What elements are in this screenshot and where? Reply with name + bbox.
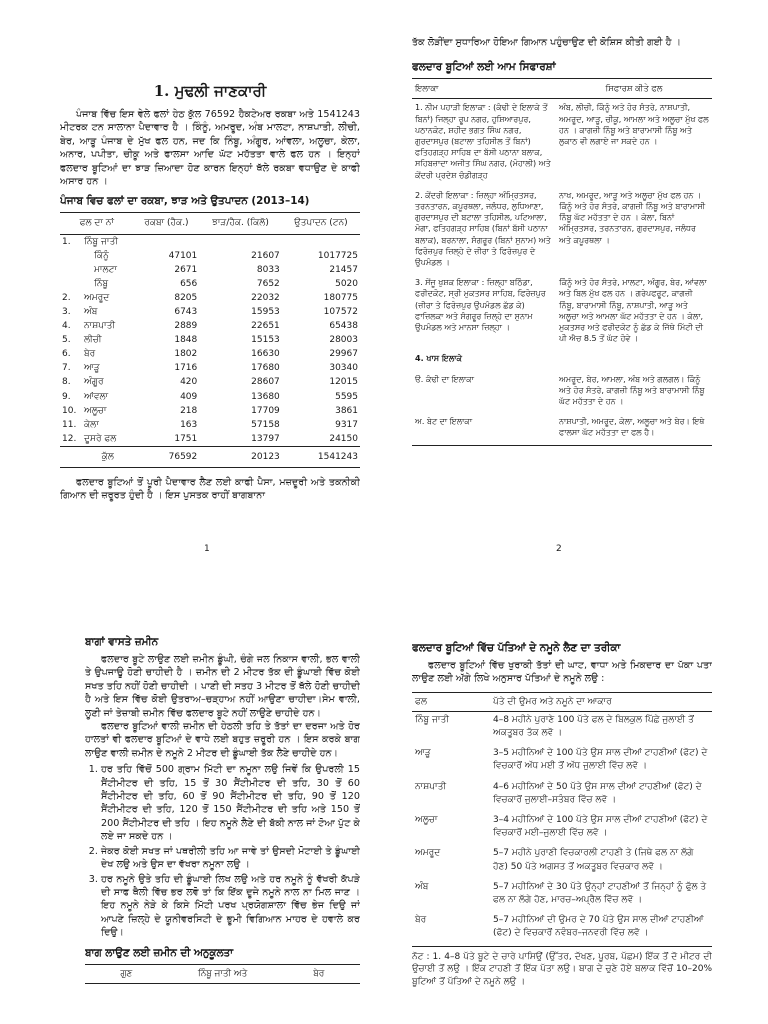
row-serial <box>60 263 82 277</box>
total-production: 1541243 <box>282 446 360 467</box>
col-header-yield: ਝਾੜ/ਹੈਕ. (ਕਿਲੋ) <box>199 213 282 234</box>
fruit-name-cell: ਅੰਬ <box>84 307 98 317</box>
region-cell: ਅ. ਬੇਟ ਦਾ ਇਲਾਕਾ <box>412 413 556 445</box>
region-cell: 4. ਖਾਸ ਇਲਾਕੇ <box>415 354 462 364</box>
yield-cell: 13680 <box>251 391 280 402</box>
page-1 <box>60 70 360 560</box>
table-header-row <box>412 692 712 711</box>
col-header-leaf-age: ਪੱਤੇ ਦੀ ਉਮਰ ਅਤੇ ਨਮੂਨੇ ਦਾ ਆਕਾਰ <box>490 692 712 711</box>
recommended-fruits-cell: ਅਮਰੂਦ, ਬੇਰ, ਆਮਲਾ, ਅੰਬ ਅਤੇ ਗਲਗਲ। ਕਿੰਨੂੰ ਅਤੇ ਹੋਰ ਸੰਤਰੇ, ਕਾਗਜ਼ੀ ਨਿੰਬੂ ਅਤੇ ਬਾਰਾਮਾਸੀ ਨਿੰਬੂ ਘੱਟ ਮਹੱਤਤਾ ਦੇ ਹਨ । <box>559 374 705 407</box>
row-serial: 9. <box>62 391 71 402</box>
row-serial <box>60 249 82 263</box>
col-header-region: ਇਲਾਕਾ <box>412 79 556 99</box>
table-body <box>60 234 360 468</box>
production-cell: 5020 <box>335 278 358 289</box>
recommended-fruits-cell: ਨਾਸ਼ਪਾਤੀ, ਅਮਰੂਦ, ਕੇਲਾ, ਅਲੂਚਾ ਅਤੇ ਬੇਰ। ਇਥੇ ਫਾਲਸਾ ਘੱਟ ਮਹੱਤਤਾ ਦਾ ਫਲ ਹੈ। <box>556 413 712 445</box>
area-cell: 1802 <box>174 349 198 360</box>
fruit-name-cell: ਨਿੰਬੂ <box>94 278 109 289</box>
row-serial: 4. <box>62 321 71 332</box>
fruit-name-cell: ਨਾਸ਼ਪਾਤੀ <box>84 321 116 332</box>
page-2 <box>412 36 712 560</box>
land-paragraph-2: ਫਲਦਾਰ ਬੂਟਿਆਂ ਵਾਲੀ ਜ਼ਮੀਨ ਦੀ ਹੇਠਲੀ ਤਹਿ ਤੇ ਤੱਤਾਂ ਦਾ ਦਰਜਾ ਅਤੇ ਹੋਰ ਹਾਲਤਾਂ ਵੀ ਫਲਦਾਰ ਬੂਟਿਆਂ ਦੇ ਵਾਧੇ ਲਈ ਬਹੁਤ ਜ਼ਰੂਰੀ ਹਨ । ਇਸ ਕਰਕੇ ਬਾਗ ਲਾਉਣ ਵਾਲੀ ਜ਼ਮੀਨ ਦੇ ਨਮੂਨੇ 2 ਮੀਟਰ ਦੀ ਡੂੰਘਾਈ ਤੱਕ ਲੈਣੇ ਚਾਹੀਦੇ ਹਨ। <box>85 721 360 759</box>
table-row <box>412 350 712 370</box>
area-cell: 6743 <box>174 307 198 317</box>
table-row <box>60 263 360 277</box>
table-row <box>60 291 360 305</box>
yield-cell: 17709 <box>251 405 280 416</box>
intro-paragraph: ਪੰਜਾਬ ਵਿੱਚ ਇਸ ਵੇਲੇ ਫਲਾਂ ਹੇਠ ਕੁੱਲ 76592 ਹੈਕਟੇਅਰ ਰਕਬਾ ਅਤੇ 1541243 ਮੀਟਰਕ ਟਨ ਸਾਲਾਨਾ ਪੈਦਾਵਾਰ ਹੈ । ਕਿੰਨੂੰ, ਅਮਰੂਦ, ਅੰਬ ਮਾਲਟਾ, ਨਾਸ਼ਪਾਤੀ, ਲੀਚੀ, ਬੇਰ, ਆੜੂ ਪੰਜਾਬ ਦੇ ਮੁੱਖ ਫਲ ਹਨ, ਜਦ ਕਿ ਨਿੰਬੂ, ਅੰਗੂਰ, ਆਂਵਲਾ, ਅਲੂਚਾ, ਕੇਲਾ, ਅਨਾਰ, ਪਪੀਤਾ, ਚੀਕੂ ਅਤੇ ਫਾਲਸਾ ਆਦਿ ਘੱਟ ਮਹੱਤਤਾ ਵਾਲੇ ਫਲ ਹਨ । ਇਨ੍ਹਾਂ ਫਲਦਾਰ ਬੂਟਿਆਂ ਦਾ ਝਾੜ ਜ਼ਿਆਦਾ ਹੋਣ ਕਾਰਨ ਇਨ੍ਹਾਂ ਥੱਲੇ ਰਕਬਾ ਵਧਾਉਣ ਦੇ ਕਾਫੀ ਅਸਾਰ ਹਨ । <box>60 109 360 188</box>
subsection-heading: ਬਾਗ ਲਾਉਣ ਲਈ ਜ਼ਮੀਨ ਦੀ ਅਨੁਕੂਲਤਾ <box>85 946 234 959</box>
recommendations-table <box>412 78 712 445</box>
row-serial: 12. <box>62 433 77 444</box>
fruit-cell: ਅੰਬ <box>415 881 429 892</box>
row-serial: 1. <box>62 236 71 247</box>
continuation-paragraph: ਤੱਕ ਲੋੜੀਂਦਾ ਸੁਧਾਰਿਆ ਹੋਇਆ ਗਿਆਨ ਪਹੁੰਚਾਉਣ ਦੀ ਕੋਸ਼ਿਸ ਕੀਤੀ ਗਈ ਹੈ । <box>412 37 681 48</box>
sampling-description-cell: 5–7 ਮਹੀਨਿਆਂ ਦੀ ਉਮਰ ਦੇ 70 ਪੱਤੇ ਉਸ ਸਾਲ ਦੀਆਂ ਟਾਹਣੀਆਂ (ਫੋਟ) ਦੇ ਵਿਚਕਾਰੋਂ ਨਵੰਬਰ–ਜਨਵਰੀ ਵਿੱਚ ਲਵੋ । <box>490 912 712 946</box>
page-number: 2 <box>556 544 562 554</box>
fruit-name-cell: ਕਿੰਨੂੰ <box>94 250 109 261</box>
table-row <box>412 779 712 812</box>
page-3 <box>85 630 360 1024</box>
col-header-production: ਉਤਪਾਦਨ (ਟਨ) <box>282 213 360 234</box>
fruit-name-cell: ਅਮਰੂਦ <box>84 292 110 303</box>
sampling-description-cell: 5–7 ਮਹੀਨਿਆਂ ਦੇ 30 ਪੱਤੇ ਉਨ੍ਹਾਂ ਟਾਹਣੀਆਂ ਤੋਂ ਜਿਨ੍ਹਾਂ ਨੂੰ ਫੁੱਲ ਤੇ ਫਲ ਨਾ ਲੱਗੇ ਹੋਣ, ਮਾਰਚ–ਅਪ੍ਰੈਲ ਵਿੱਚ ਲਵੋ । <box>493 881 707 906</box>
sampling-description-cell: 3–4 ਮਹੀਨਿਆਂ ਦੇ 100 ਪੱਤੇ ਉਸ ਸਾਲ ਦੀਆਂ ਟਾਹਣੀਆਂ (ਫੋਟ) ਦੇ ਵਿਚਕਾਰੋਂ ਮਈ–ਜੁਲਾਈ ਵਿੱਚ ਲਵੋ । <box>493 815 708 839</box>
production-cell: 3861 <box>335 405 358 416</box>
sampling-steps-list <box>85 763 360 939</box>
yield-cell: 22032 <box>251 292 280 303</box>
fruit-cell: ਅਮਰੂਦ <box>415 848 441 859</box>
row-serial: 2. <box>62 292 71 303</box>
row-serial: 3. <box>62 307 71 317</box>
row-serial <box>60 277 82 291</box>
row-serial: 11. <box>62 419 77 430</box>
recommended-fruits-cell <box>556 350 712 370</box>
col-header-citrus: ਨਿੰਬੂ ਜਾਤੀ ਅਤੇ <box>168 964 278 983</box>
area-cell: 409 <box>180 391 198 402</box>
yield-cell: 17680 <box>251 363 280 374</box>
table-row <box>60 432 360 447</box>
production-cell: 5595 <box>335 391 358 402</box>
row-serial: 7. <box>62 363 71 374</box>
table-row <box>60 333 360 347</box>
leaf-sampling-table <box>412 692 712 947</box>
list-item: 2. ਜੇਕਰ ਕੋਈ ਸਖਤ ਜਾਂ ਪਥਰੀਲੀ ਤਹਿ ਆ ਜਾਵੇ ਤਾਂ ਉਸਦੀ ਮੋਟਾਈ ਤੇ ਡੂੰਘਾਈ ਦੇਖ ਲਉ ਅਤੇ ਉਸ ਦਾ ਵੱਖਰਾ ਨਮੂਨਾ ਲਉ । <box>101 845 360 872</box>
section-heading: ਬਾਗਾਂ ਵਾਸਤੇ ਜ਼ਮੀਨ <box>85 636 159 648</box>
col-header-fruits: ਸਿਫਾਰਸ਼ ਕੀਤੇ ਫਲ <box>556 79 712 99</box>
area-cell: 218 <box>180 405 198 416</box>
yield-cell: 15953 <box>251 307 280 317</box>
region-cell: ੳ. ਕੰਢੀ ਦਾ ਇਲਾਕਾ <box>415 374 475 384</box>
table-row <box>60 305 360 319</box>
closing-paragraph: ਫਲਦਾਰ ਬੂਟਿਆਂ ਤੋਂ ਪੂਰੀ ਪੈਦਾਵਾਰ ਲੈਣ ਲਈ ਕਾਫੀ ਪੈਸਾ, ਮਜ਼ਦੂਰੀ ਅਤੇ ਤਕਨੀਕੀ ਗਿਆਨ ਦੀ ਜ਼ਰੂਰਤ ਹੁੰਦੀ ਹੈ । ਇਸ ਪੁਸਤਕ ਰਾਹੀਂ ਬਾਗਬਾਨਾ <box>60 477 360 502</box>
land-paragraph-1: ਫਲਦਾਰ ਬੂਟੇ ਲਾਉਣ ਲਈ ਜ਼ਮੀਨ ਡੂੰਘੀ, ਚੰਗੇ ਜਲ ਨਿਕਾਸ ਵਾਲੀ, ਭਲ ਵਾਲੀ ਤੇ ਉਪਜਾਊ ਹੋਣੀ ਚਾਹੀਦੀ ਹੈ । ਜ਼ਮੀਨ ਦੀ 2 ਮੀਟਰ ਤੱਕ ਦੀ ਡੂੰਘਾਈ ਵਿੱਚ ਕੋਈ ਸਖਤ ਤਹਿ ਨਹੀਂ ਹੋਣੀ ਚਾਹੀਦੀ । ਪਾਣੀ ਦੀ ਸਤਹ 3 ਮੀਟਰ ਤੋਂ ਥੱਲੇ ਹੋਣੀ ਚਾਹੀਦੀ ਹੈ ਅਤੇ ਇਸ ਵਿੱਚ ਕੋਈ ਉਤਰਾਅ–ਚੜ੍ਹਾਅ ਨਹੀਂ ਆਉਣਾ ਚਾਹੀਦਾ।ਸੇਮ ਵਾਲੀ, ਲੂਣੀ ਜਾਂ ਤੇਜ਼ਾਬੀ ਜ਼ਮੀਨ ਵਿੱਚ ਫਲਦਾਰ ਬੂਟੇ ਨਹੀਂ ਲਾਉਣੇ ਚਾਹੀਦੇ ਹਨ। <box>85 654 360 719</box>
table-row <box>60 347 360 361</box>
area-cell: 656 <box>180 278 198 289</box>
table-header-row <box>85 964 360 983</box>
area-cell: 2671 <box>174 264 198 275</box>
area-cell: 163 <box>180 419 198 430</box>
row-serial: 10. <box>62 405 77 416</box>
table-row <box>60 361 360 375</box>
list-item: 3. ਹਰ ਨਮੂਨੇ ਉਤੇ ਤਹਿ ਦੀ ਡੂੰਘਾਈ ਲਿਖ ਲਉ ਅਤੇ ਹਰ ਨਮੂਨੇ ਨੂੰ ਵੱਖਰੀ ਕੱਪੜੇ ਦੀ ਸਾਫ ਥੈਲੀ ਵਿੱਚ ਭਰ ਲਵੋ ਤਾਂ ਕਿ ਇੱਕ ਦੂਜੇ ਨਮੂਨੇ ਨਾਲ ਨਾ ਮਿਲ ਜਾਣ । ਇਹ ਨਮੂਨੇ ਨੇੜੇ ਕੇ ਕਿਸੇ ਮਿੱਟੀ ਪਰਖ ਪ੍ਰਯੋਗਸ਼ਾਲਾ ਵਿੱਚ ਭੇਜ ਦਿਉ ਜਾਂ ਆਪਣੇ ਜ਼ਿਲ੍ਹੇ ਦੇ ਯੂਨੀਵਰਸਿਟੀ ਦੇ ਭੂਮੀ ਵਿਗਿਆਨ ਮਾਹਰ ਦੇ ਹਵਾਲੇ ਕਰ ਦਿਉ। <box>101 873 360 940</box>
col-header-fruit: ਫਲ ਦਾ ਨਾਂ <box>60 213 134 234</box>
table-row <box>60 404 360 418</box>
table-body <box>412 711 712 946</box>
table-row <box>412 187 712 274</box>
table-row <box>412 274 712 350</box>
list-item: 1. ਹਰ ਤਹਿ ਵਿੱਚੋਂ 500 ਗ੍ਰਾਮ ਮਿੱਟੀ ਦਾ ਨਮੂਨਾ ਲਉ ਜਿਵੇਂ ਕਿ ਉਪਰਲੀ 15 ਸੈਂਟੀਮੀਟਰ ਦੀ ਤਹਿ, 15 ਤੋਂ 30 ਸੈਂਟੀਮੀਟਰ ਦੀ ਤਹਿ, 30 ਤੋਂ 60 ਸੈਂਟੀਮੀਟਰ ਦੀ ਤਹਿ, 60 ਤੋਂ 90 ਸੈਂਟੀਮੀਟਰ ਦੀ ਤਹਿ, 90 ਤੋਂ 120 ਸੈਂਟੀਮੀਟਰ ਦੀ ਤਹਿ, 120 ਤੋਂ 150 ਸੈਂਟੀਮੀਟਰ ਦੀ ਤਹਿ ਅਤੇ 150 ਤੋਂ 200 ਸੈਂਟੀਮੀਟਰ ਦੀ ਤਹਿ । ਇਹ ਨਮੂਨੇ ਲੈਣੇ ਦੀ ਬੱਕੀ ਨਾਲ ਜਾਂ ਟੋਆ ਪੁੱਟ ਕੇ ਲਏ ਜਾ ਸਕਦੇ ਹਨ । <box>101 763 360 843</box>
fruit-cell: ਨਾਸ਼ਪਾਤੀ <box>415 781 447 792</box>
fruit-cell: ਬੇਰ <box>412 912 490 946</box>
yield-cell: 57158 <box>251 419 280 430</box>
yield-cell: 22651 <box>251 321 280 332</box>
area-cell: 1716 <box>174 363 198 374</box>
fruit-name-cell: ਆੜੂ <box>84 363 100 374</box>
intro-paragraph: ਫਲਦਾਰ ਬੂਟਿਆਂ ਵਿੱਚ ਖੁਰਾਕੀ ਤੱਤਾਂ ਦੀ ਘਾਟ, ਵਾਧਾ ਅਤੇ ਮਿਕਦਾਰ ਦਾ ਪੱਕਾ ਪਤਾ ਲਾਉਣ ਲਈ ਅੱਗੇ ਲਿਖੇ ਅਨੁਸਾਰ ਪੱਤਿਆਂ ਦੇ ਨਮੂਨੇ ਲਉ : <box>412 660 712 685</box>
col-header-area: ਰਕਬਾ (ਹੈਕ.) <box>134 213 200 234</box>
table-row <box>412 711 712 745</box>
table-header-row <box>60 213 360 234</box>
recommended-fruits-cell: ਨਾਖ, ਅਮਰੂਦ, ਆੜੂ ਅਤੇ ਅਲੂਚਾ ਮੁੱਖ ਫਲ ਹਨ । ਕਿੰਨੂੰ ਅਤੇ ਹੋਰ ਸੰਤਰੇ, ਕਾਗਜ਼ੀ ਨਿੰਬੂ ਅਤੇ ਬਾਰਾਮਾਸੀ ਨਿੰਬੂ ਘੱਟ ਮਹੱਤਤਾ ਦੇ ਹਨ । ਕੇਲਾ, ਬਿਨਾਂ ਅੰਮ੍ਰਿਤਸਰ, ਤਰਨਤਾਰਨ, ਗੁਰਦਾਸਪੁਰ, ਜਲੰਧਰ ਅਤੇ ਕਪੂਰਥਲਾ । <box>559 190 706 245</box>
total-yield: 20123 <box>199 446 282 467</box>
sampling-description-cell: 5–7 ਮਹੀਨੇ ਪੁਰਾਣੀ ਵਿਚਕਾਰਲੀ ਟਾਹਣੀ ਤੇ (ਜਿਥੇ ਫਲ ਨਾ ਲੱਗੇ ਹੋਣ) 50 ਪੱਤੇ ਅਗਸਤ ਤੋਂ ਅਕਤੂਬਰ ਵਿਚਕਾਰ ਲਵੋ । <box>493 848 694 872</box>
production-cell: 28003 <box>329 335 358 346</box>
area-cell: 420 <box>180 377 198 388</box>
page-title: 1. ਮੁਢਲੀ ਜਾਣਕਾਰੀ <box>153 82 267 100</box>
col-header-fruit: ਫਲ <box>412 692 490 711</box>
production-cell: 1017725 <box>317 250 358 261</box>
production-cell: 107572 <box>323 307 358 317</box>
fruit-name-cell: ਆਂਵਲਾ <box>84 391 109 402</box>
production-cell: 12015 <box>329 377 358 388</box>
region-cell: 2. ਕੇਂਦਰੀ ਇਲਾਕਾ : ਜ਼ਿਲ੍ਹਾ ਅੰਮ੍ਰਿਤਸਰ, ਤਰਨਤਾਰਨ, ਕਪੂਰਥਲਾ, ਜਲੰਧਰ, ਲੁਧਿਆਣਾ, ਗੁਰਦਾਸਪੁਰ ਦੀ ਬਟਾਲਾ ਤਹਿਸੀਲ, ਪਟਿਆਲਾ, ਮੋਗਾ, ਫਤਿਹਗੜ੍ਹ ਸਾਹਿਬ (ਬਿਨਾਂ ਬੱਸੀ ਪਠਾਨਾ ਬਲਾਕ), ਬਰਨਾਲਾ, ਸੰਗਰੂਰ (ਬਿਨਾਂ ਸੁਨਾਮ) ਅਤੇ ਫਿਰੋਜ਼ਪੁਰ ਜ਼ਿਲ੍ਹੇ ਦੇ ਜ਼ੀਰਾ ਤੇ ਫਿਰੋਜ਼ਪੁਰ ਦੇ ਉਪਮੰਡਲ । <box>415 190 551 268</box>
suitability-table <box>85 964 360 984</box>
yield-cell: 7652 <box>256 278 280 289</box>
table-row <box>412 413 712 445</box>
table-row <box>60 390 360 404</box>
region-cell: 3. ਸੇਂਜੂ ਖੁਸ਼ਕ ਇਲਾਕਾ : ਜ਼ਿਲ੍ਹਾ ਬਠਿੰਡਾ, ਫਰੀਦਕੋਟ, ਸ੍ਰੀ ਮੁਕਤਸਰ ਸਾਹਿਬ, ਫਿਰੋਜ਼ਪੁਰ (ਜ਼ੀਰਾ ਤੇ ਫਿਰੋਜ਼ਪੁਰ ਉਪਮੰਡਲ ਛੱਡ ਕੇ) ਫਾਜ਼ਿਲਕਾ ਅਤੇ ਸੰਗਰੂਰ ਜ਼ਿਲ੍ਹੇ ਦਾ ਸੁਨਾਮ ਉਪਮੰਡਲ ਅਤੇ ਮਾਨਸਾ ਜ਼ਿਲ੍ਹਾ । <box>415 278 546 333</box>
fruit-production-table <box>60 212 360 468</box>
area-cell: 1751 <box>174 433 198 444</box>
table-row <box>412 371 712 414</box>
production-cell: 29967 <box>329 349 358 360</box>
footnote: ਨੋਟ : 1. 4–8 ਪੱਤੇ ਬੂਟੇ ਦੇ ਚਾਰੇ ਪਾਸਿਉਂ (ਉੱਤਰ, ਦੱਖਣ, ਪੂਰਬ, ਪੱਛਮ) ਇੱਕ ਤੋਂ ਦੋ ਮੀਟਰ ਦੀ ਉਚਾਈ ਤੋਂ ਲਉ । ਇੱਕ ਟਾਹਣੀ ਤੋਂ ਇੱਕ ਪੱਤਾ ਲਉ। ਬਾਗ ਦੇ ਚੁਣੇ ਹੋਏ ਬਲਾਕ ਵਿੱਚੋਂ 10–20% ਬੂਟਿਆਂ ਤੋਂ ਪੱਤਿਆਂ ਦੇ ਨਮੂਨੇ ਲਉ । <box>412 951 712 988</box>
production-cell: 180775 <box>323 292 358 303</box>
recommended-fruits-cell: ਅੰਬ, ਲੀਚੀ, ਕਿੰਨੂੰ ਅਤੇ ਹੋਰ ਸੰਤਰੇ, ਨਾਸ਼ਪਾਤੀ, ਅਮਰੂਦ, ਆੜੂ, ਚੀਕੂ, ਆਮਲਾ ਅਤੇ ਅਲੂਚਾ ਮੁੱਖ ਫਲ ਹਨ । ਕਾਗਜ਼ੀ ਨਿੰਬੂ ਅਤੇ ਬਾਰਾਮਾਸੀ ਨਿੰਬੂ ਅਤੇ ਲੁਕਾਠ ਵੀ ਲਗਾਏ ਜਾ ਸਕਦੇ ਹਨ । <box>559 103 709 147</box>
yield-cell: 13797 <box>251 433 280 444</box>
production-cell: 21457 <box>329 264 358 275</box>
table-row <box>412 99 712 187</box>
area-cell: 1848 <box>174 335 198 346</box>
fruit-name-cell: ਅਲੂਚਾ <box>84 405 107 416</box>
fruit-name-cell: ਕੇਲਾ <box>84 419 99 430</box>
table-row <box>60 418 360 432</box>
row-serial: 8. <box>62 377 71 388</box>
col-header-property: ਗੁਣ <box>85 964 168 983</box>
table-row <box>60 277 360 291</box>
col-header-ber: ਬੇਰ <box>278 964 361 983</box>
production-cell <box>282 234 360 249</box>
table-row <box>60 234 360 249</box>
fruit-name-cell: ਮਾਲਟਾ <box>94 264 117 275</box>
table-row <box>412 845 712 878</box>
table-row <box>412 912 712 946</box>
region-cell: 1. ਨੀਮ ਪਹਾੜੀ ਇਲਾਕਾ : (ਕੰਢੀ ਦੇ ਇਲਾਕੇ ਤੋਂ ਬਿਨਾਂ) ਜਿਲ੍ਹਾ ਰੂਪ ਨਗਰ, ਹੁਸ਼ਿਆਰਪੁਰ, ਪਠਾਨਕੋਟ, ਸ਼ਹੀਦ ਭਗਤ ਸਿੰਘ ਨਗਰ, ਗੁਰਦਾਸਪੁਰ (ਬਟਾਲਾ ਤਹਿਸੀਲ ਤੋਂ ਬਿਨਾਂ) ਫਤਿਹਗੜ੍ਹ ਸਾਹਿਬ ਦਾ ਬੱਸੀ ਪਠਾਨਾ ਬਲਾਕ, ਸਹਿਬਜ਼ਾਦਾ ਅਜੀਤ ਸਿੰਘ ਨਗਰ, (ਮੋਹਾਲੀ) ਅਤੇ ਕੇਂਦਰੀ ਪ੍ਰਦੇਸ਼ ਚੰਡੀਗੜ੍ਹ <box>415 103 551 180</box>
production-cell: 30340 <box>329 363 358 374</box>
page-number: 1 <box>204 544 210 554</box>
table-row <box>412 812 712 845</box>
yield-cell <box>199 234 282 249</box>
fruit-cell: ਅਲੂਚਾ <box>415 815 438 826</box>
page-4 <box>412 632 712 1024</box>
yield-cell: 15153 <box>251 335 280 346</box>
table-row <box>412 879 712 912</box>
recommended-fruits-cell: ਕਿੰਨੂੰ ਅਤੇ ਹੋਰ ਸੰਤਰੇ, ਮਾਲਟਾ, ਅੰਗੂਰ, ਬੇਰ, ਆਂਵਲਾ ਅਤੇ ਬਿਲ ਮੁੱਖ ਫਲ ਹਨ । ਗਰੇਪਫਰੂਟ, ਕਾਗਜ਼ੀ ਨਿੰਬੂ, ਬਾਰਾਮਾਸੀ ਨਿੰਬੂ, ਨਾਸ਼ਪਾਤੀ, ਆੜੂ ਅਤੇ ਅਲੂਚਾ ਅਤੇ ਆਮਲਾ ਘੱਟ ਮਹੱਤਤਾ ਦੇ ਹਨ । ਕੇਲਾ, ਮੁਕਤਸਰ ਅਤੇ ਫਰੀਦਕੋਟ ਨੂੰ ਛੱਡ ਕੇ ਜਿੱਥੇ ਮਿੱਟੀ ਦੀ ਪੀ ਐਚ 8.5 ਤੋਂ ਘੱਟ ਹੋਵੇ । <box>559 278 707 344</box>
total-spacer <box>60 446 82 467</box>
fruit-name-cell: ਦੂਸਰੇ ਫਲ <box>84 433 117 444</box>
fruit-cell: ਆੜੂ <box>415 748 431 759</box>
production-cell: 24150 <box>329 433 358 444</box>
area-cell: 2889 <box>174 321 198 332</box>
yield-cell: 16630 <box>251 349 280 360</box>
table-row <box>60 375 360 389</box>
yield-cell: 21607 <box>251 250 280 261</box>
table-title: ਪੰਜਾਬ ਵਿਚ ਫਲਾਂ ਦਾ ਰਕਬਾ, ਝਾੜ ਅਤੇ ਉਤਪਾਦਨ (2013–14) <box>60 195 310 208</box>
fruit-name-cell: ਲੀਚੀ <box>84 335 102 346</box>
section-heading: ਫਲਦਾਰ ਬੂਟਿਆਂ ਲਈ ਆਮ ਸਿਫਾਰਸ਼ਾਂ <box>412 61 556 74</box>
production-cell: 9317 <box>335 419 358 430</box>
table-row <box>60 319 360 333</box>
table-body <box>412 99 712 445</box>
fruit-name-cell: ਨਿੰਬੂ ਜਾਤੀ <box>84 236 118 247</box>
fruit-name-cell: ਅੰਗੂਰ <box>84 377 104 388</box>
total-area: 76592 <box>134 446 200 467</box>
row-serial: 6. <box>62 349 71 360</box>
area-cell: 8205 <box>174 292 198 303</box>
yield-cell: 8033 <box>256 264 280 275</box>
yield-cell: 28607 <box>251 377 280 388</box>
sampling-description-cell: 4–6 ਮਹੀਨਿਆਂ ਦੇ 50 ਪੱਤੇ ਉਸ ਸਾਲ ਦੀਆਂ ਟਾਹਣੀਆਂ (ਫੋਟ) ਦੇ ਵਿਚਕਾਰੋਂ ਜੁਲਾਈ–ਸਤੰਬਰ ਵਿੱਚ ਲਵੋ । <box>493 781 702 805</box>
row-serial: 5. <box>62 335 71 346</box>
total-row <box>60 446 360 467</box>
table-row <box>412 745 712 778</box>
area-cell <box>134 234 200 249</box>
fruit-cell: ਨਿੰਬੂ ਜਾਤੀ <box>415 714 449 725</box>
sampling-description-cell: 3–5 ਮਹੀਨਿਆਂ ਦੇ 100 ਪੱਤੇ ਉਸ ਸਾਲ ਦੀਆਂ ਟਾਹਣੀਆਂ (ਫੋਟ) ਦੇ ਵਿਚਕਾਰੋਂ ਅੱਧ ਮਈ ਤੋਂ ਅੱਧ ਜੁਲਾਈ ਵਿੱਚ ਲਵੋ । <box>493 748 708 772</box>
sampling-description-cell: 4–8 ਮਹੀਨੇ ਪੁਰਾਣੇ 100 ਪੱਤੇ ਫਲ ਦੇ ਬਿਲਕੁਲ ਪਿੱਛੇ ਜੁਲਾਈ ਤੋਂ ਅਕਤੂਬਰ ਤੱਕ ਲਵੋ । <box>493 714 694 739</box>
fruit-name-cell: ਬੇਰ <box>84 349 96 360</box>
area-cell: 47101 <box>168 250 198 261</box>
table-header-row <box>412 79 712 99</box>
table-row <box>60 249 360 263</box>
production-cell: 65438 <box>329 321 358 332</box>
total-label: ਕੁੱਲ <box>82 446 134 467</box>
section-heading: ਫਲਦਾਰ ਬੂਟਿਆਂ ਵਿੱਚ ਪੱਤਿਆਂ ਦੇ ਨਮੂਨੇ ਲੈਣ ਦਾ ਤਰੀਕਾ <box>412 642 621 654</box>
